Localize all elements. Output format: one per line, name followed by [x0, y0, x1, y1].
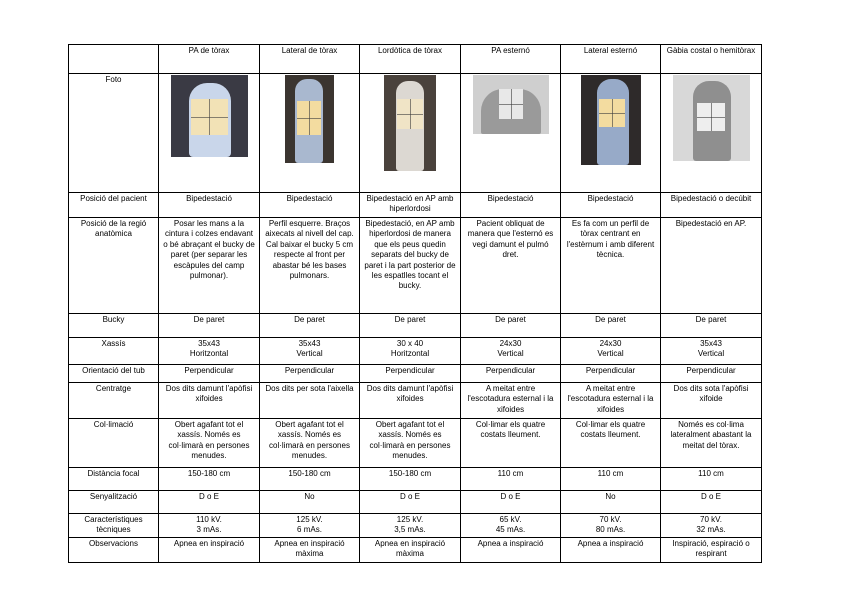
- table-cell: Bipedestació, en AP amb hiperlordosi de manera que els peus quedin separats del bucky de paret i la part posterior de les espatlles tocant el bucky.: [360, 218, 461, 314]
- table-cell: [461, 514, 561, 538]
- table-cell: Dos dits damunt l'apòfisi xifoides: [360, 383, 461, 419]
- table-row: [69, 193, 762, 218]
- row-header: Senyalització: [69, 491, 159, 514]
- photo-row: [69, 74, 762, 193]
- table-cell: [360, 338, 461, 365]
- mas-value: 80 mAs.: [595, 525, 626, 535]
- table-cell: Obert agafant tot el xassís. Només es col·limarà en persones menudes.: [260, 419, 360, 468]
- column-header: Gàbia costal o hemitòrax: [661, 45, 762, 74]
- table-row: [69, 383, 762, 419]
- table-cell: 150-180 cm: [159, 468, 260, 491]
- kv-value: 70 kV.: [599, 515, 622, 524]
- row-header-foto: Foto: [69, 74, 159, 193]
- table-cell: [661, 514, 762, 538]
- table-cell: Col·limar els quatre costats lleument.: [561, 419, 661, 468]
- mas-value: 45 mAs.: [495, 525, 526, 535]
- table-cell: 110 cm: [461, 468, 561, 491]
- table-cell: Perpendicular: [260, 365, 360, 383]
- row-header: Posició de la regió anatòmica: [69, 218, 159, 314]
- table-row: [69, 419, 762, 468]
- table-cell: De paret: [661, 314, 762, 338]
- table-cell: Apnea a inspiració: [561, 538, 661, 563]
- table-cell: Perfil esquerre. Braços aixecats al nivell del cap. Cal baixar el bucky 5 cm respecte al front per abastar bé les bases pulmonars.: [260, 218, 360, 314]
- kv-value: 125 kV.: [396, 515, 424, 524]
- table-cell: D o E: [661, 491, 762, 514]
- table-cell: Col·limar els quatre costats lleument.: [461, 419, 561, 468]
- radiography-technique-table: [68, 44, 762, 563]
- table-cell: Bipedestació o decúbit: [661, 193, 762, 218]
- table-row: [69, 468, 762, 491]
- table-cell: 150-180 cm: [360, 468, 461, 491]
- table-cell: A meitat entre l'escotadura esternal i la xifoides: [461, 383, 561, 419]
- table-cell: De paret: [461, 314, 561, 338]
- table-cell: De paret: [260, 314, 360, 338]
- table-cell: Perpendicular: [159, 365, 260, 383]
- table-cell: Bipedestació en AP amb hiperlordosi: [360, 193, 461, 218]
- table-row: [69, 314, 762, 338]
- table-cell: [561, 338, 661, 365]
- table-cell: Perpendicular: [360, 365, 461, 383]
- table-row: [69, 538, 762, 563]
- column-header: Lordòtica de tòrax: [360, 45, 461, 74]
- table-cell: Apnea en inspiració: [159, 538, 260, 563]
- kv-value: 110 kV.: [196, 515, 222, 524]
- row-header: Característiques tècniques: [69, 514, 159, 538]
- photo-cell: [159, 74, 260, 193]
- cassette-orientation: Vertical: [597, 349, 624, 359]
- table-cell: D o E: [360, 491, 461, 514]
- table-row: [69, 218, 762, 314]
- row-header: Col·limació: [69, 419, 159, 468]
- cassette-size: 35x43: [198, 339, 220, 348]
- table-cell: Dos dits damunt l'apòfisi xifoides: [159, 383, 260, 419]
- table-cell: Posar les mans a la cintura i colzes endavant o bé abraçant el bucky de paret (per separar les escàpules del camp pulmonar).: [159, 218, 260, 314]
- table-cell: Pacient obliquat de manera que l'esternó es vegi damunt el pulmó dret.: [461, 218, 561, 314]
- rib-cage-photo-icon: [673, 75, 750, 161]
- mas-value: 3 mAs.: [196, 525, 222, 535]
- mas-value: 3,5 mAs.: [394, 525, 426, 535]
- table-cell: Bipedestació: [260, 193, 360, 218]
- table-cell: 110 cm: [661, 468, 762, 491]
- lateral-chest-photo-icon: [285, 75, 334, 163]
- table-cell: Apnea en inspiració màxima: [260, 538, 360, 563]
- table-cell: Obert agafant tot el xassís. Només es col·limarà en persones menudes.: [360, 419, 461, 468]
- table-cell: [159, 514, 260, 538]
- cassette-size: 35x43: [700, 339, 722, 348]
- table-cell: D o E: [461, 491, 561, 514]
- table-cell: Bipedestació: [159, 193, 260, 218]
- row-header: Orientació del tub: [69, 365, 159, 383]
- column-header: Lateral esternó: [561, 45, 661, 74]
- kv-value: 70 kV.: [700, 515, 722, 524]
- row-header: Observacions: [69, 538, 159, 563]
- column-header: PA de tòrax: [159, 45, 260, 74]
- photo-cell: [561, 74, 661, 193]
- kv-value: 65 kV.: [499, 515, 522, 524]
- table-cell: Només es col·lima lateralment abastant la meitat del tòrax.: [661, 419, 762, 468]
- photo-cell: [461, 74, 561, 193]
- column-header: PA esternó: [461, 45, 561, 74]
- cassette-orientation: Vertical: [697, 349, 725, 359]
- table-cell: Es fa com un perfil de tòrax centrant en l'estèrnum i amb diferent tècnica.: [561, 218, 661, 314]
- row-header: Distància focal: [69, 468, 159, 491]
- row-header: Centratge: [69, 383, 159, 419]
- cassette-orientation: Vertical: [497, 349, 524, 359]
- table-cell: [260, 514, 360, 538]
- table-cell: Perpendicular: [461, 365, 561, 383]
- table-cell: [461, 338, 561, 365]
- header-corner-cell: [69, 45, 159, 74]
- table-cell: Obert agafant tot el xassís. Només es col·limarà en persones menudes.: [159, 419, 260, 468]
- lateral-sternum-photo-icon: [581, 75, 641, 165]
- photo-cell: [661, 74, 762, 193]
- table-cell: Apnea en inspiració màxima: [360, 538, 461, 563]
- table-cell: 110 cm: [561, 468, 661, 491]
- row-header: Xassís: [69, 338, 159, 365]
- table-cell: Inspiració, espiració o respirant: [661, 538, 762, 563]
- row-header: Bucky: [69, 314, 159, 338]
- cassette-orientation: Horitzontal: [189, 349, 229, 359]
- cassette-orientation: Vertical: [296, 349, 323, 359]
- table-cell: De paret: [159, 314, 260, 338]
- pa-sternum-photo-icon: [473, 75, 549, 134]
- cassette-size: 35x43: [298, 339, 321, 348]
- table-cell: Bipedestació en AP.: [661, 218, 762, 314]
- cassette-size: 30 x 40: [396, 339, 424, 348]
- row-header: Posició del pacient: [69, 193, 159, 218]
- table-cell: [360, 514, 461, 538]
- mas-value: 32 mAs.: [696, 525, 726, 535]
- table-cell: Bipedestació: [561, 193, 661, 218]
- cassette-size: 24x30: [499, 339, 522, 348]
- kv-value: 125 kV.: [296, 515, 323, 524]
- table-cell: [159, 338, 260, 365]
- table-cell: [561, 514, 661, 538]
- table-row: [69, 514, 762, 538]
- pa-chest-photo-icon: [171, 75, 248, 157]
- table-row: [69, 365, 762, 383]
- cassette-size: 24x30: [599, 339, 622, 348]
- table-cell: Dos dits per sota l'aixella: [260, 383, 360, 419]
- header-row: [69, 45, 762, 74]
- table-cell: No: [260, 491, 360, 514]
- table-cell: No: [561, 491, 661, 514]
- lordotic-chest-photo-icon: [384, 75, 436, 171]
- table-cell: Apnea a inspiració: [461, 538, 561, 563]
- table-cell: Bipedestació: [461, 193, 561, 218]
- column-header: Lateral de tòrax: [260, 45, 360, 74]
- table-cell: Perpendicular: [661, 365, 762, 383]
- photo-cell: [360, 74, 461, 193]
- table-cell: 150-180 cm: [260, 468, 360, 491]
- mas-value: 6 mAs.: [297, 525, 322, 535]
- photo-cell: [260, 74, 360, 193]
- table-cell: A meitat entre l'escotadura esternal i la xifoides: [561, 383, 661, 419]
- cassette-orientation: Horitzontal: [390, 349, 430, 359]
- table-cell: [260, 338, 360, 365]
- table-cell: De paret: [561, 314, 661, 338]
- table-cell: D o E: [159, 491, 260, 514]
- table-row: [69, 491, 762, 514]
- table-cell: De paret: [360, 314, 461, 338]
- table-row: [69, 338, 762, 365]
- table-cell: [661, 338, 762, 365]
- table-cell: Dos dits sota l'apòfisi xifoide: [661, 383, 762, 419]
- table-cell: Perpendicular: [561, 365, 661, 383]
